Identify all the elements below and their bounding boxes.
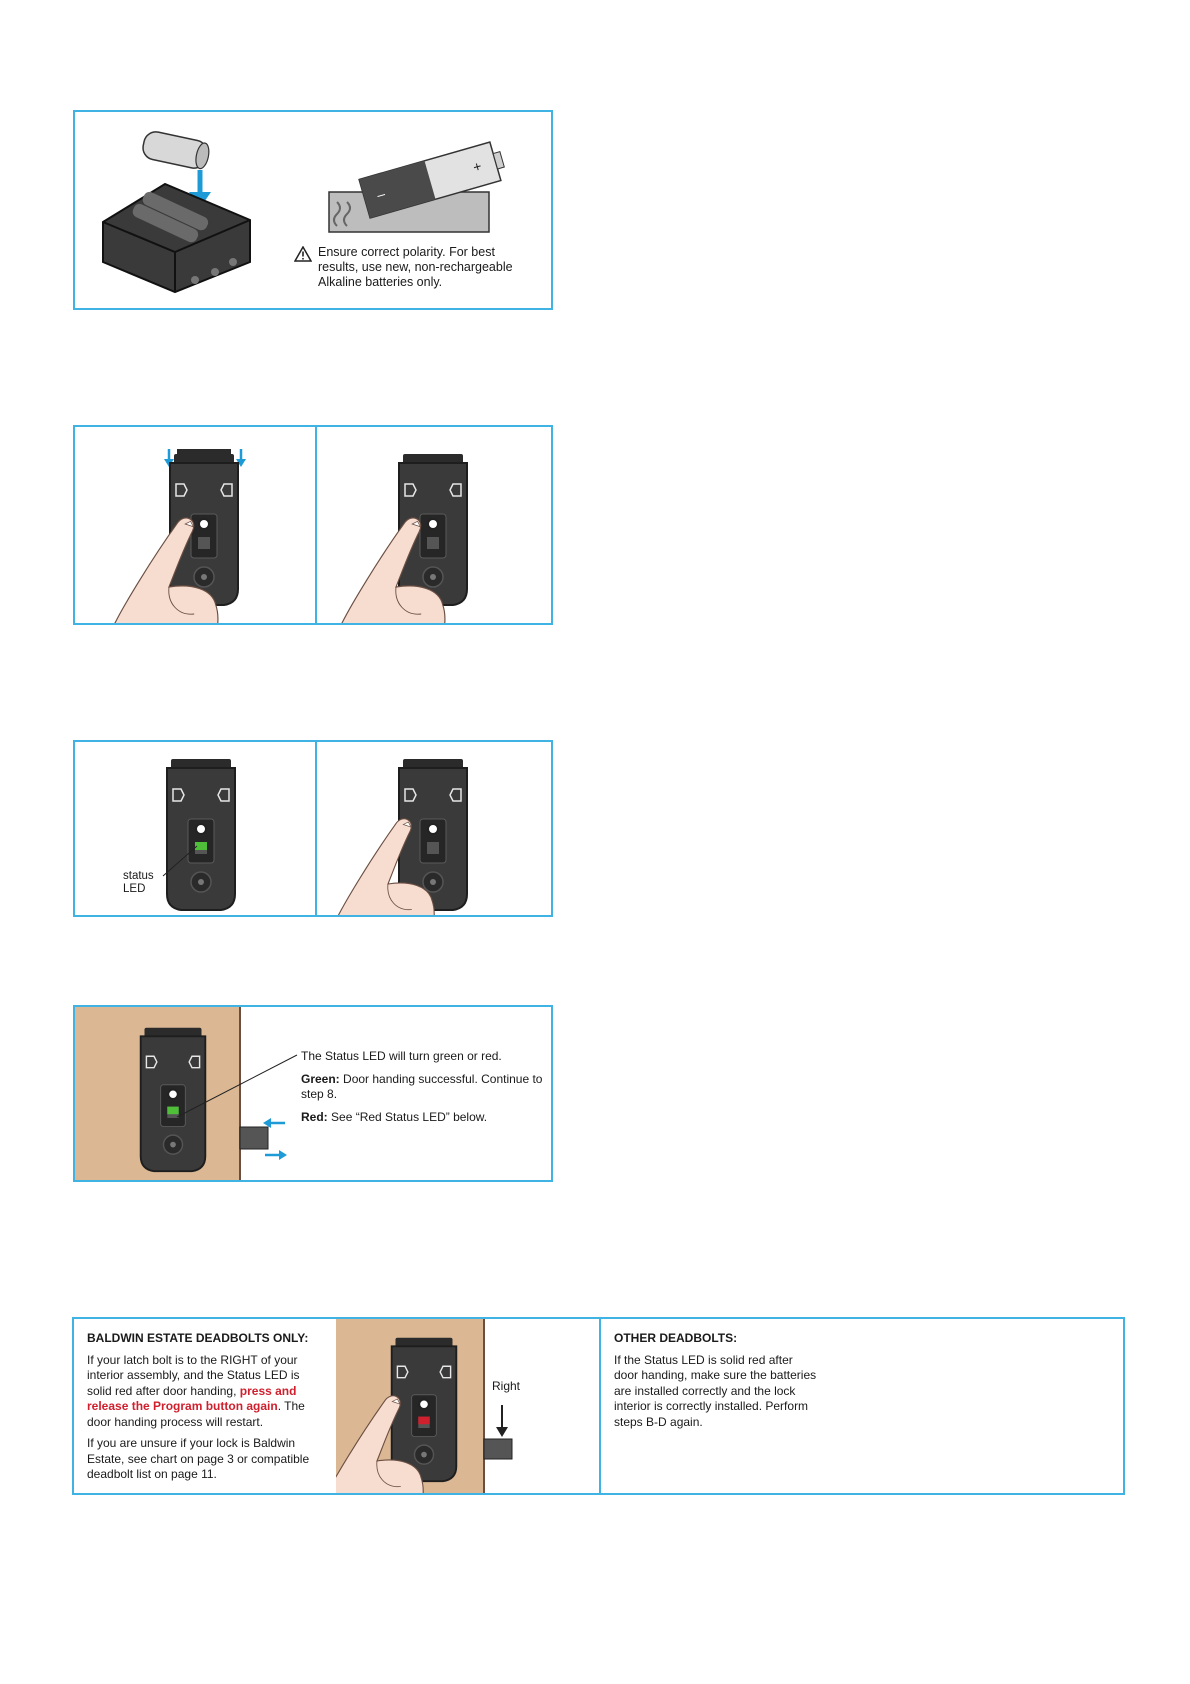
baldwin-p1-start: If your latch bolt is to the RIGHT of your interior assembly, and the Status LED is solid red after door handing, bbox=[87, 1352, 300, 1398]
baldwin-illustration bbox=[336, 1319, 601, 1493]
battery-polarity-illustration bbox=[325, 130, 525, 250]
status-led-illustration bbox=[75, 742, 311, 915]
baldwin-heading: BALDWIN ESTATE DEADBOLTS ONLY: bbox=[87, 1331, 309, 1345]
other-heading: OTHER DEADBOLTS: bbox=[614, 1331, 738, 1345]
polarity-caution-text: Ensure correct polarity. For best results, use new, non-rechargeable Alkaline batteries only. bbox=[318, 245, 513, 289]
handing-result-text bbox=[301, 1049, 546, 1125]
baldwin-p1-end: . The door handing process will restart. bbox=[87, 1399, 305, 1429]
battery-installation-panel bbox=[73, 110, 553, 310]
status-led-label-line2: LED bbox=[123, 883, 146, 895]
press-program-button-illustration bbox=[317, 427, 553, 623]
status-led-label bbox=[123, 870, 154, 896]
insert-and-press-illustration bbox=[75, 427, 311, 623]
baldwin-paragraph-2: If you are unsure if your lock is Baldwin Estate, see chart on page 3 or compatible deadbolt list on page 11. bbox=[87, 1436, 310, 1481]
minus-sign: – bbox=[374, 185, 387, 203]
status-led-label-line1: status bbox=[123, 870, 154, 882]
warning-icon bbox=[294, 246, 312, 262]
red-text: See “Red Status LED” below. bbox=[331, 1110, 488, 1124]
baldwin-estate-section bbox=[87, 1331, 312, 1483]
press-button-illustration bbox=[317, 742, 553, 915]
green-label: Green: bbox=[301, 1072, 340, 1086]
handing-intro: The Status LED will turn green or red. bbox=[301, 1049, 502, 1063]
plus-sign: + bbox=[471, 157, 484, 176]
red-label: Red: bbox=[301, 1110, 328, 1124]
handing-green bbox=[301, 1072, 546, 1102]
handing-red bbox=[301, 1110, 546, 1125]
baldwin-paragraph-1 bbox=[87, 1353, 312, 1431]
status-led-panel bbox=[73, 740, 553, 917]
right-label: Right bbox=[492, 1379, 521, 1393]
door-handing-result-panel bbox=[73, 1005, 553, 1182]
baldwin-p1-highlight: press and release the Program button again bbox=[87, 1383, 297, 1413]
other-text: If the Status LED is solid red after door handing, make sure the batteries are installed correctly and the lock interior is correctly installed. Perform steps B-D again. bbox=[614, 1352, 817, 1429]
battery-tray-illustration bbox=[85, 112, 315, 308]
program-button-press-panel bbox=[73, 425, 553, 625]
red-status-led-panel bbox=[72, 1317, 1125, 1495]
other-deadbolts-section bbox=[614, 1331, 819, 1430]
green-text: Door handing successful. Continue to step 8. bbox=[301, 1072, 543, 1101]
section-divider bbox=[599, 1319, 601, 1493]
